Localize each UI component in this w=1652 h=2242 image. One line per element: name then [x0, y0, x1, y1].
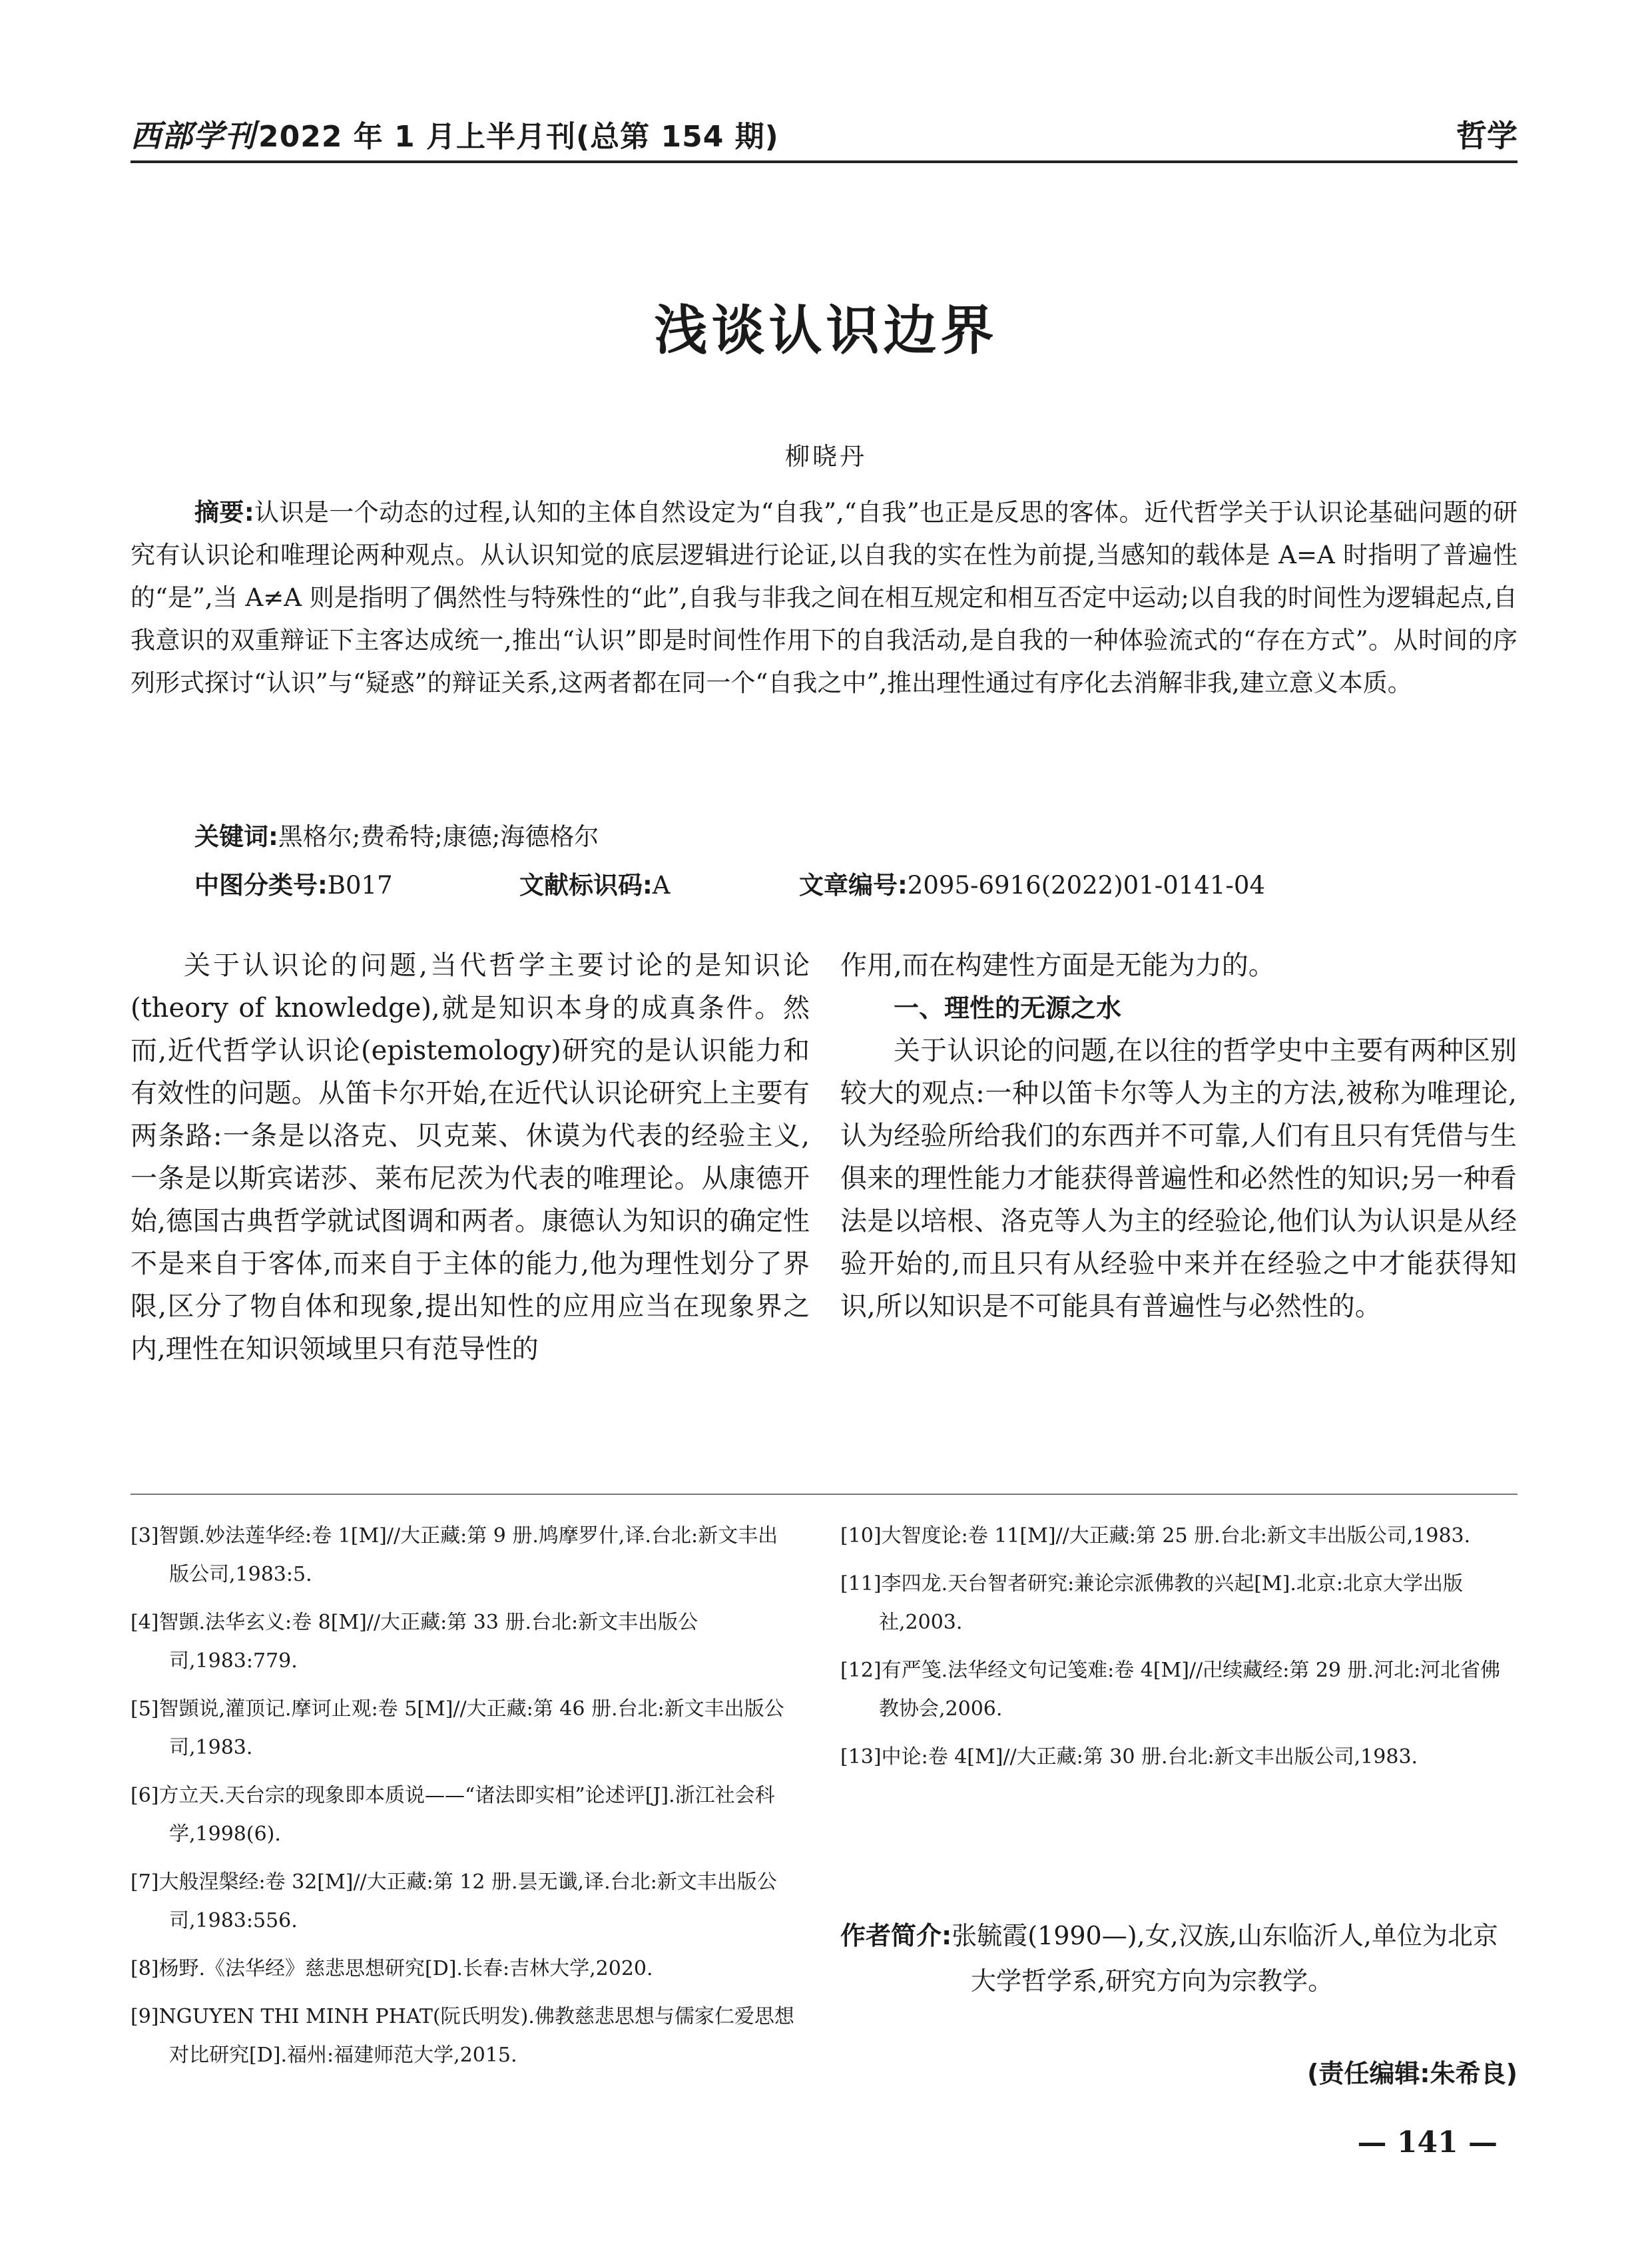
body-right-column: [840, 944, 1517, 1328]
clc-number: [194, 865, 393, 901]
running-header: [131, 112, 1517, 158]
author-bio-label: 作者简介:: [840, 1921, 952, 1950]
journal-issue: [131, 112, 779, 156]
doc-code-value: A: [652, 871, 671, 900]
body-left-column: [131, 944, 810, 1370]
doc-code-label: 文献标识码:: [519, 871, 653, 900]
abstract: [131, 491, 1517, 704]
body-paragraph: 关于认识论的问题,当代哲学主要讨论的是知识论(theory of knowledge),就是知识本身的成真条件。然而,近代哲学认识论(epistemology)研究的是认识能力和有效性的问题。从笛卡尔开始,在近代认识论研究上主要有两条路:一条是以洛克、贝克莱、休谟为代表的经验主义,一条是以斯宾诺莎、莱布尼茨为代表的唯理论。从康德开始,德国古典哲学就试图调和两者。康德认为知识的确定性不是来自于客体,而来自于主体的能力,他为理性划分了界限,区分了物自体和现象,提出知性的应用应当在现象界之内,理性在知识领域里只有范导性的: [131, 950, 810, 1364]
references-rule: [131, 1494, 1517, 1495]
reference-item: [7]大般涅槃经:卷 32[M]//大正藏:第 12 册.昙无谶,译.台北:新文丰出版公司,1983:556.: [131, 1870, 777, 1932]
references-right: [840, 1517, 1506, 1786]
article-number-label: 文章编号:: [799, 871, 908, 900]
article-author: 柳晓丹: [785, 442, 867, 471]
author-bio-text: 张毓霞(1990—),女,汉族,山东临沂人,单位为北京大学哲学系,研究方向为宗教学。: [952, 1921, 1498, 1996]
reference-item: [5]智顗说,灌顶记.摩诃止观:卷 5[M]//大正藏:第 46 册.台北:新文丰出版公司,1983.: [131, 1697, 784, 1759]
page-number: — 141 —: [1357, 2125, 1498, 2159]
reference-item: [8]杨野.《法华经》慈悲思想研究[D].长春:吉林大学,2020.: [131, 1957, 653, 1980]
reference-item: [6]方立天.天台宗的现象即本质说——“诸法即实相”论述评[J].浙江社会科学,1998(6).: [131, 1784, 775, 1846]
reference-item: [9]NGUYEN THI MINH PHAT(阮氏明发).佛教慈悲思想与儒家仁爱思想对比研究[D].福州:福建师范大学,2015.: [131, 2005, 794, 2067]
clc-label: 中图分类号:: [194, 871, 328, 900]
body-paragraph: 关于认识论的问题,在以往的哲学史中主要有两种区别较大的观点:一种以笛卡尔等人为主的方法,被称为唯理论,认为经验所给我们的东西并不可靠,人们有且只有凭借与生俱来的理性能力才能获得普遍性和必然性的知识;另一种看法是以培根、洛克等人为主的经验论,他们认为认识是从经验开始的,而且只有从经验中来并在经验之中才能获得知识,所以知识是不可能具有普遍性与必然性的。: [840, 1035, 1517, 1322]
body-paragraph-continued: 作用,而在构建性方面是无能为力的。: [840, 950, 1275, 981]
article-number: [799, 865, 1265, 901]
references-left: [131, 1517, 796, 2084]
reference-item: [10]大智度论:卷 11[M]//大正藏:第 25 册.台北:新文丰出版公司,1983.: [840, 1524, 1471, 1547]
clc-value: B017: [327, 871, 393, 900]
reference-item: [3]智顗.妙法莲华经:卷 1[M]//大正藏:第 9 册.鸠摩罗什,译.台北:新文丰出版公司,1983:5.: [131, 1524, 778, 1586]
doc-code: [519, 865, 671, 901]
journal-issue-text: 2022 年 1 月上半月刊(总第 154 期): [258, 120, 779, 154]
section-heading: 一、理性的无源之水: [894, 993, 1122, 1023]
abstract-label: 摘要:: [194, 498, 254, 527]
responsible-editor: (责任编辑:朱希良): [1307, 2059, 1517, 2088]
reference-item: [4]智顗.法华玄义:卷 8[M]//大正藏:第 33 册.台北:新文丰出版公司,1983:779.: [131, 1611, 698, 1673]
article-title: 浅谈认识边界: [654, 300, 998, 362]
keywords-label: 关键词:: [194, 822, 278, 851]
header-rule: [131, 160, 1517, 163]
article-number-value: 2095-6916(2022)01-0141-04: [907, 871, 1265, 900]
keywords-text: 黑格尔;费希特;康德;海德格尔: [278, 822, 599, 851]
journal-logo: 西部学刊: [131, 118, 256, 154]
author-bio: [840, 1913, 1517, 2004]
keywords: [194, 816, 599, 852]
reference-item: [12]有严笺.法华经文句记笺难:卷 4[M]//卍续藏经:第 29 册.河北:河北省佛教协会,2006.: [840, 1659, 1501, 1721]
abstract-text: 认识是一个动态的过程,认知的主体自然设定为“自我”,“自我”也正是反思的客体。近代哲学关于认识论基础问题的研究有认识论和唯理论两种观点。从认识知觉的底层逻辑进行论证,以自我的实在性为前提,当感知的载体是 A=A 时指明了普遍性的“是”,当 A≠A 则是指明了偶然性与特殊性的“此”,自我与非我之间在相互规定和相互否定中运动;以自我的时间性为逻辑起点,自我意识的双重辩证下主客达成统一,推出“认识”即是时间性作用下的自我活动,是自我的一种体验流式的“存在方式”。从时间的序列形式探讨“认识”与“疑惑”的辩证关系,这两者都在同一个“自我之中”,推出理性通过有序化去消解非我,建立意义本质。: [131, 498, 1518, 697]
reference-item: [13]中论:卷 4[M]//大正藏:第 30 册.台北:新文丰出版公司,1983.: [840, 1745, 1418, 1769]
reference-item: [11]李四龙.天台智者研究:兼论宗派佛教的兴起[M].北京:北京大学出版社,2003.: [840, 1572, 1463, 1634]
section-label: 哲学: [1456, 118, 1517, 154]
